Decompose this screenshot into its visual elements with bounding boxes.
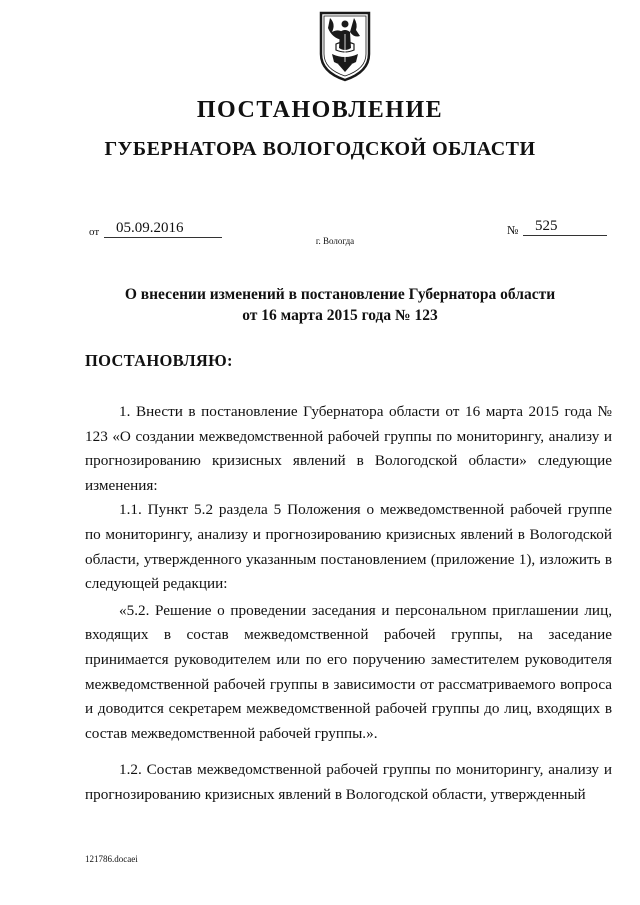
decree-heading: ПОСТАНОВЛЯЮ: bbox=[85, 351, 233, 370]
paragraph-5-2-quote: «5.2. Решение о проведении заседания и персональном приглашении лиц, входящих в состав межведомственной рабочей группы, на заседание принимается руководителем или по его поручению заместителем руководителя межведомственной рабочей группы в зависимости от рассматриваемого вопроса и доводится секретарем межведомственной рабочей группы до лиц, входящих в состав межведомственной рабочей группы.». bbox=[85, 601, 612, 742]
document-subject bbox=[60, 284, 620, 326]
document-body bbox=[85, 400, 612, 808]
subject-line-1: О внесении изменений в постановление Губернатора области bbox=[124, 286, 556, 303]
subject-line-2: от 16 марта 2015 года № 123 bbox=[242, 307, 438, 324]
number-sign: № bbox=[507, 223, 519, 237]
coat-of-arms-icon bbox=[318, 10, 372, 82]
paragraph-1-2: 1.2. Состав межведомственной рабочей группы по мониторингу, анализу и прогнозированию кризисных явлений в Вологодской области, утвержденный bbox=[85, 761, 612, 803]
document-date: 05.09.2016 bbox=[104, 219, 222, 238]
paragraph-1: 1. Внести в постановление Губернатора области от 16 марта 2015 года № 123 «О создании межведомственной рабочей группы по мониторингу, анализу и прогнозированию кризисных явлений в Вологодской области» следующие изменения: bbox=[85, 403, 612, 494]
document-issuer: ГУБЕРНАТОРА ВОЛОГОДСКОЙ ОБЛАСТИ bbox=[104, 138, 536, 160]
footer-filename: 121786.docaei bbox=[85, 854, 138, 864]
document-title: ПОСТАНОВЛЕНИЕ bbox=[196, 97, 444, 123]
city-label: г. Вологда bbox=[315, 236, 355, 246]
date-prefix: от bbox=[89, 226, 100, 238]
document-number: 525 bbox=[523, 217, 607, 236]
paragraph-1-1: 1.1. Пункт 5.2 раздела 5 Положения о межведомственной рабочей группе по мониторингу, анализу и прогнозированию кризисных явлений в Вологодской области, утвержденного указанным постановлением (приложение 1), изложить в следующей редакции: bbox=[85, 501, 612, 593]
